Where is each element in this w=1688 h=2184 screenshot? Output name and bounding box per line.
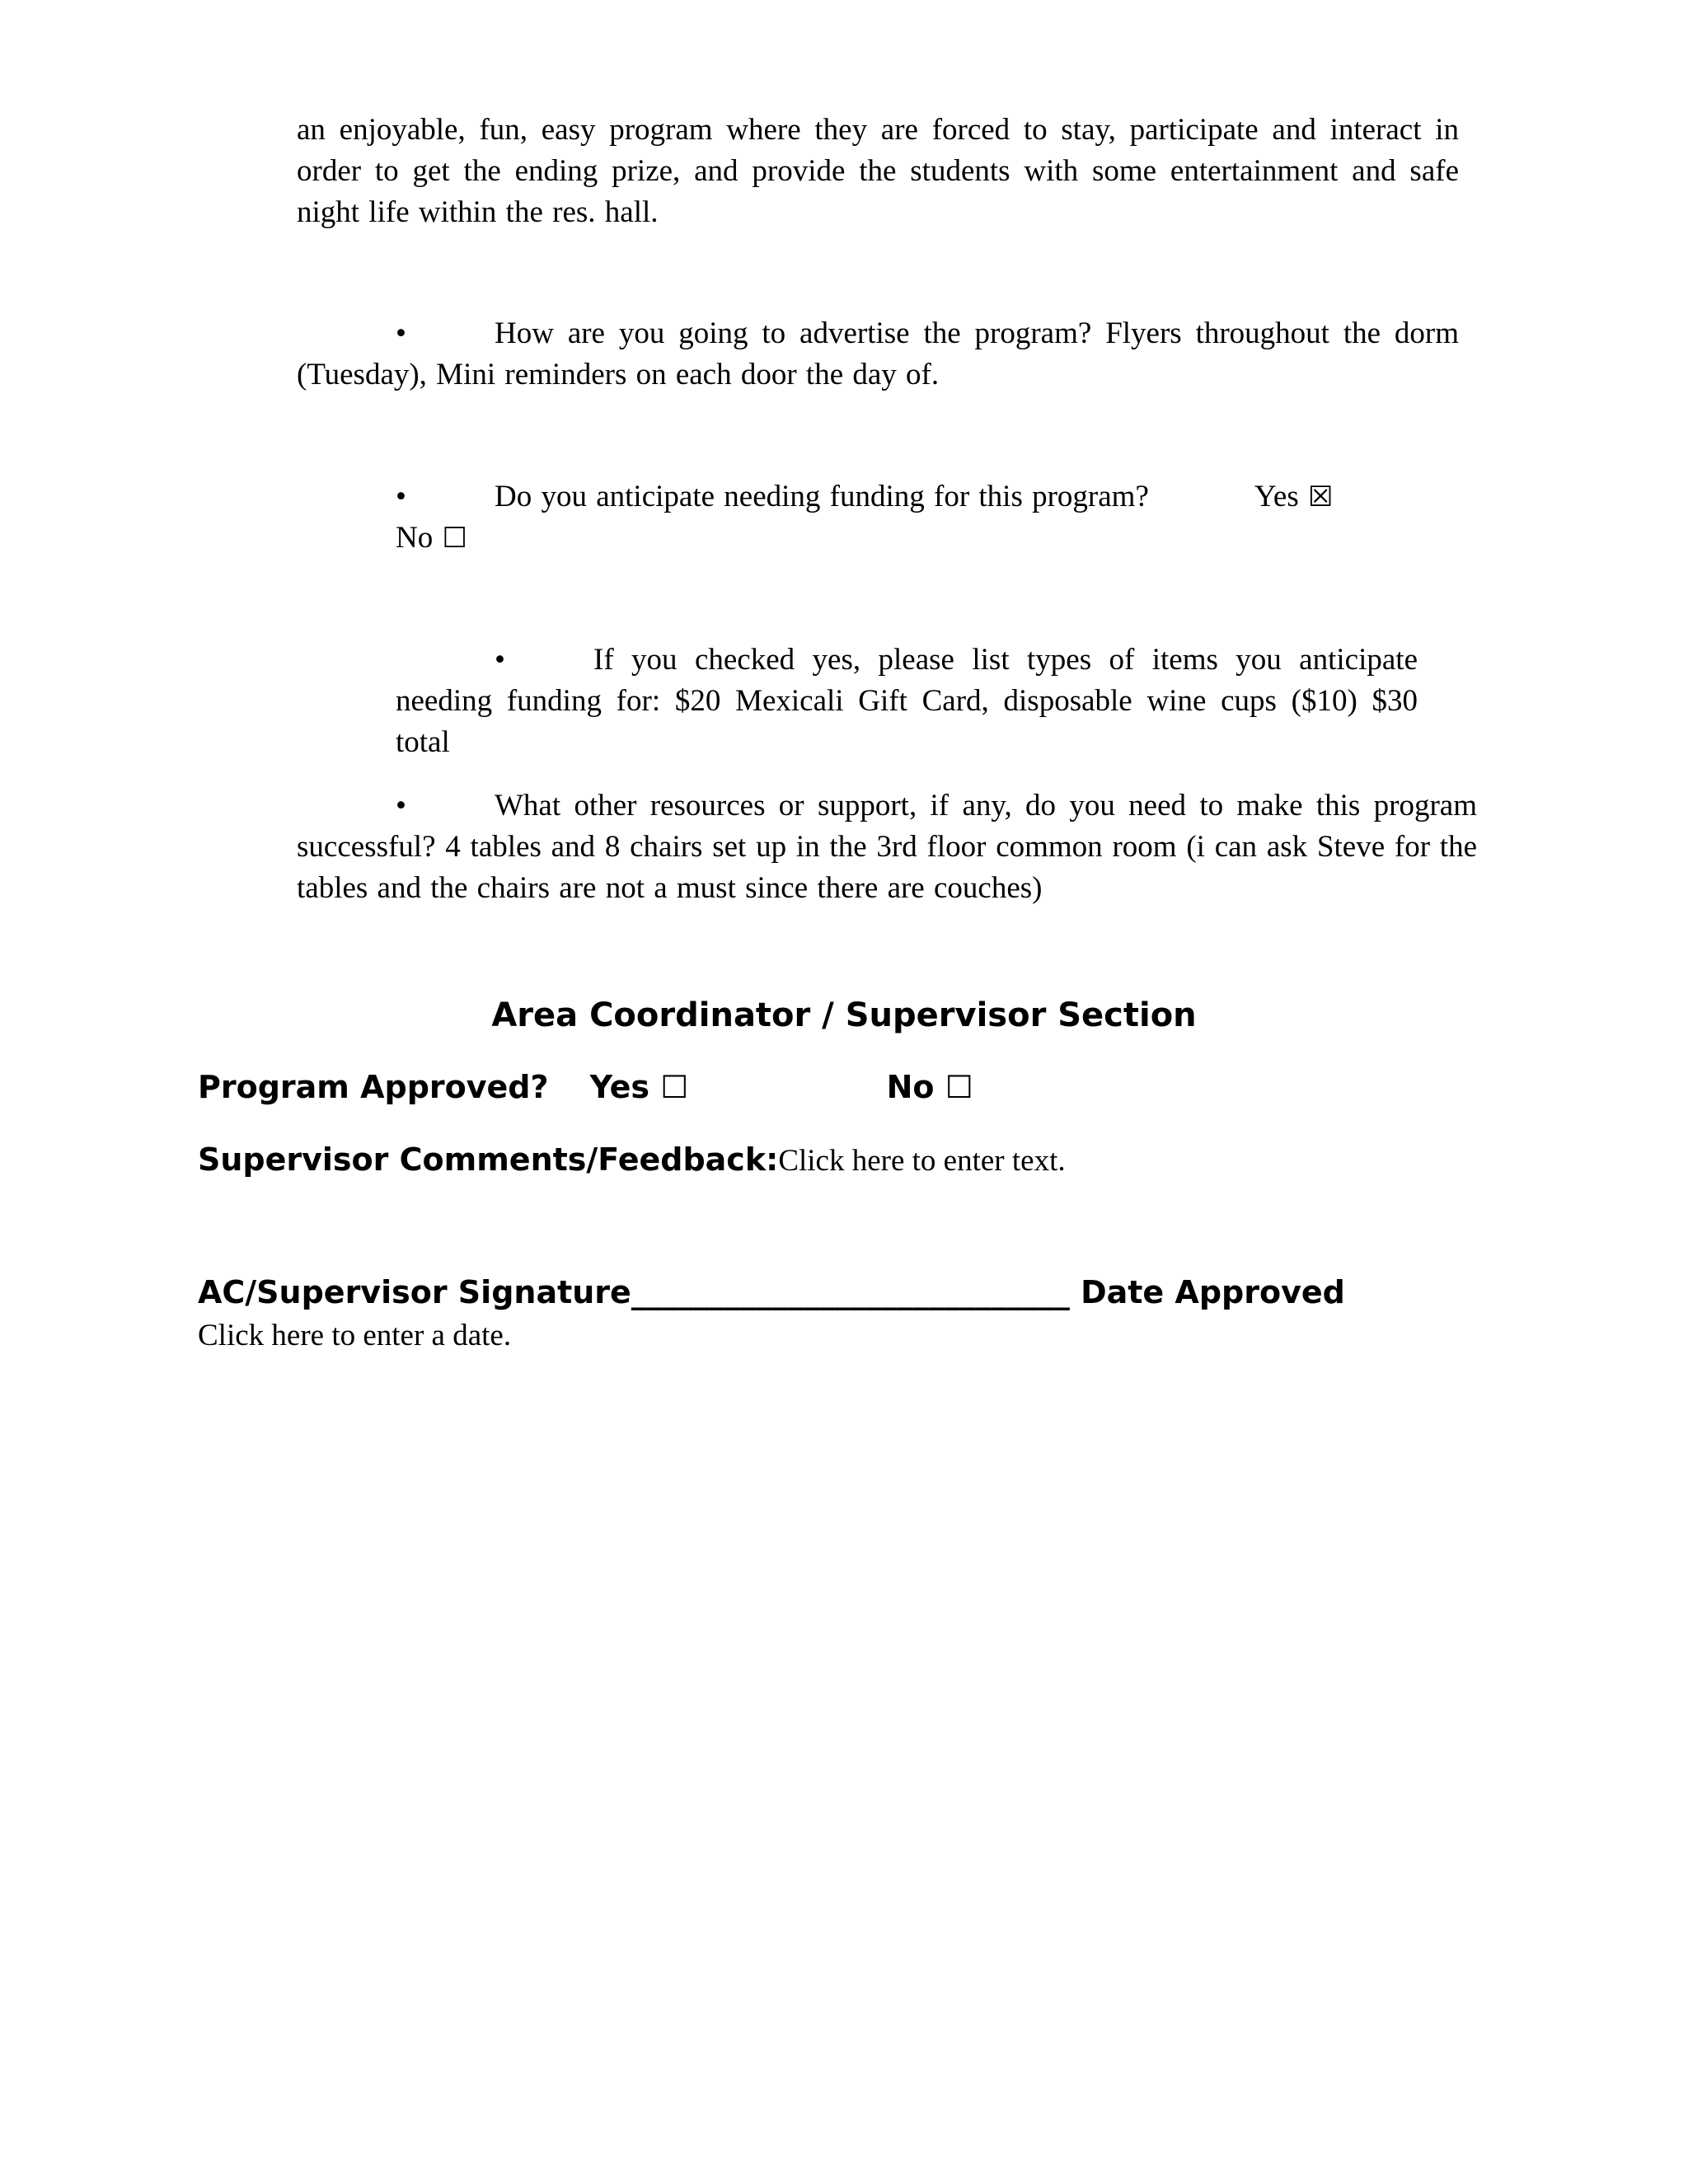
program-approved-label: Program Approved? — [198, 1069, 549, 1105]
resources-answer[interactable]: 4 tables and 8 chairs set up in the 3rd floor common room (i can ask Steve for the tables and the chairs are not a must since there are couches) — [297, 830, 1478, 905]
supervisor-comments-row — [198, 1137, 1066, 1183]
advertise-answer[interactable]: Flyers throughout the dorm (Tuesday), Mini reminders on each door the day of. — [297, 316, 1459, 391]
funding-question-block — [297, 476, 1368, 559]
advertise-question: How are you going to advertise the program? — [495, 316, 1092, 350]
signature-row — [198, 1270, 1345, 1315]
funding-yes-label: Yes — [1254, 480, 1299, 513]
date-approved-label: Date Approved — [1081, 1274, 1345, 1310]
date-approved-field[interactable]: Click here to enter a date. — [198, 1319, 512, 1352]
advertise-bullet: • — [396, 316, 406, 350]
resources-bullet: • — [396, 789, 406, 823]
funding-items-block — [396, 640, 1418, 763]
resources-question: What other resources or support, if any, do you need to make this program successful? — [297, 789, 1477, 864]
supervisor-comments-field[interactable]: Click here to enter text. — [778, 1144, 1066, 1178]
intro-text: an enjoyable, fun, easy program where they are forced to stay, participate and interact in order to get the ending prize, and provide the students with some entertainment and safe night life within the res. hall. — [297, 113, 1459, 229]
supervisor-comments-label: Supervisor Comments/Feedback: — [198, 1141, 779, 1178]
signature-line[interactable]: ____________________________ — [631, 1274, 1070, 1310]
funding-bullet: • — [396, 480, 406, 513]
advertise-question-block — [297, 313, 1459, 396]
program-approved-row — [198, 1065, 973, 1109]
funding-items-answer[interactable]: $20 Mexicali Gift Card, disposable wine cups ($10) $30 total — [396, 684, 1418, 759]
approved-yes-checkbox[interactable]: ☐ — [660, 1069, 689, 1105]
funding-items-bullet: • — [495, 643, 505, 677]
approved-no-label: No — [886, 1069, 935, 1105]
resources-block — [297, 785, 1477, 909]
approved-yes-label: Yes — [589, 1069, 649, 1105]
funding-no-checkbox[interactable]: ☐ — [442, 522, 467, 555]
supervisor-section-title: Area Coordinator / Supervisor Section — [491, 996, 1197, 1034]
funding-no-label: No — [396, 521, 434, 555]
funding-yes-checkbox[interactable]: ☒ — [1307, 480, 1334, 513]
funding-question: Do you anticipate needing funding for this program? — [495, 480, 1149, 513]
intro-paragraph — [297, 110, 1459, 233]
approved-no-checkbox[interactable]: ☐ — [945, 1069, 973, 1105]
funding-items-question: If you checked yes, please list types of items you anticipate needing funding for: — [396, 643, 1418, 718]
signature-label: AC/Supervisor Signature — [198, 1274, 631, 1310]
